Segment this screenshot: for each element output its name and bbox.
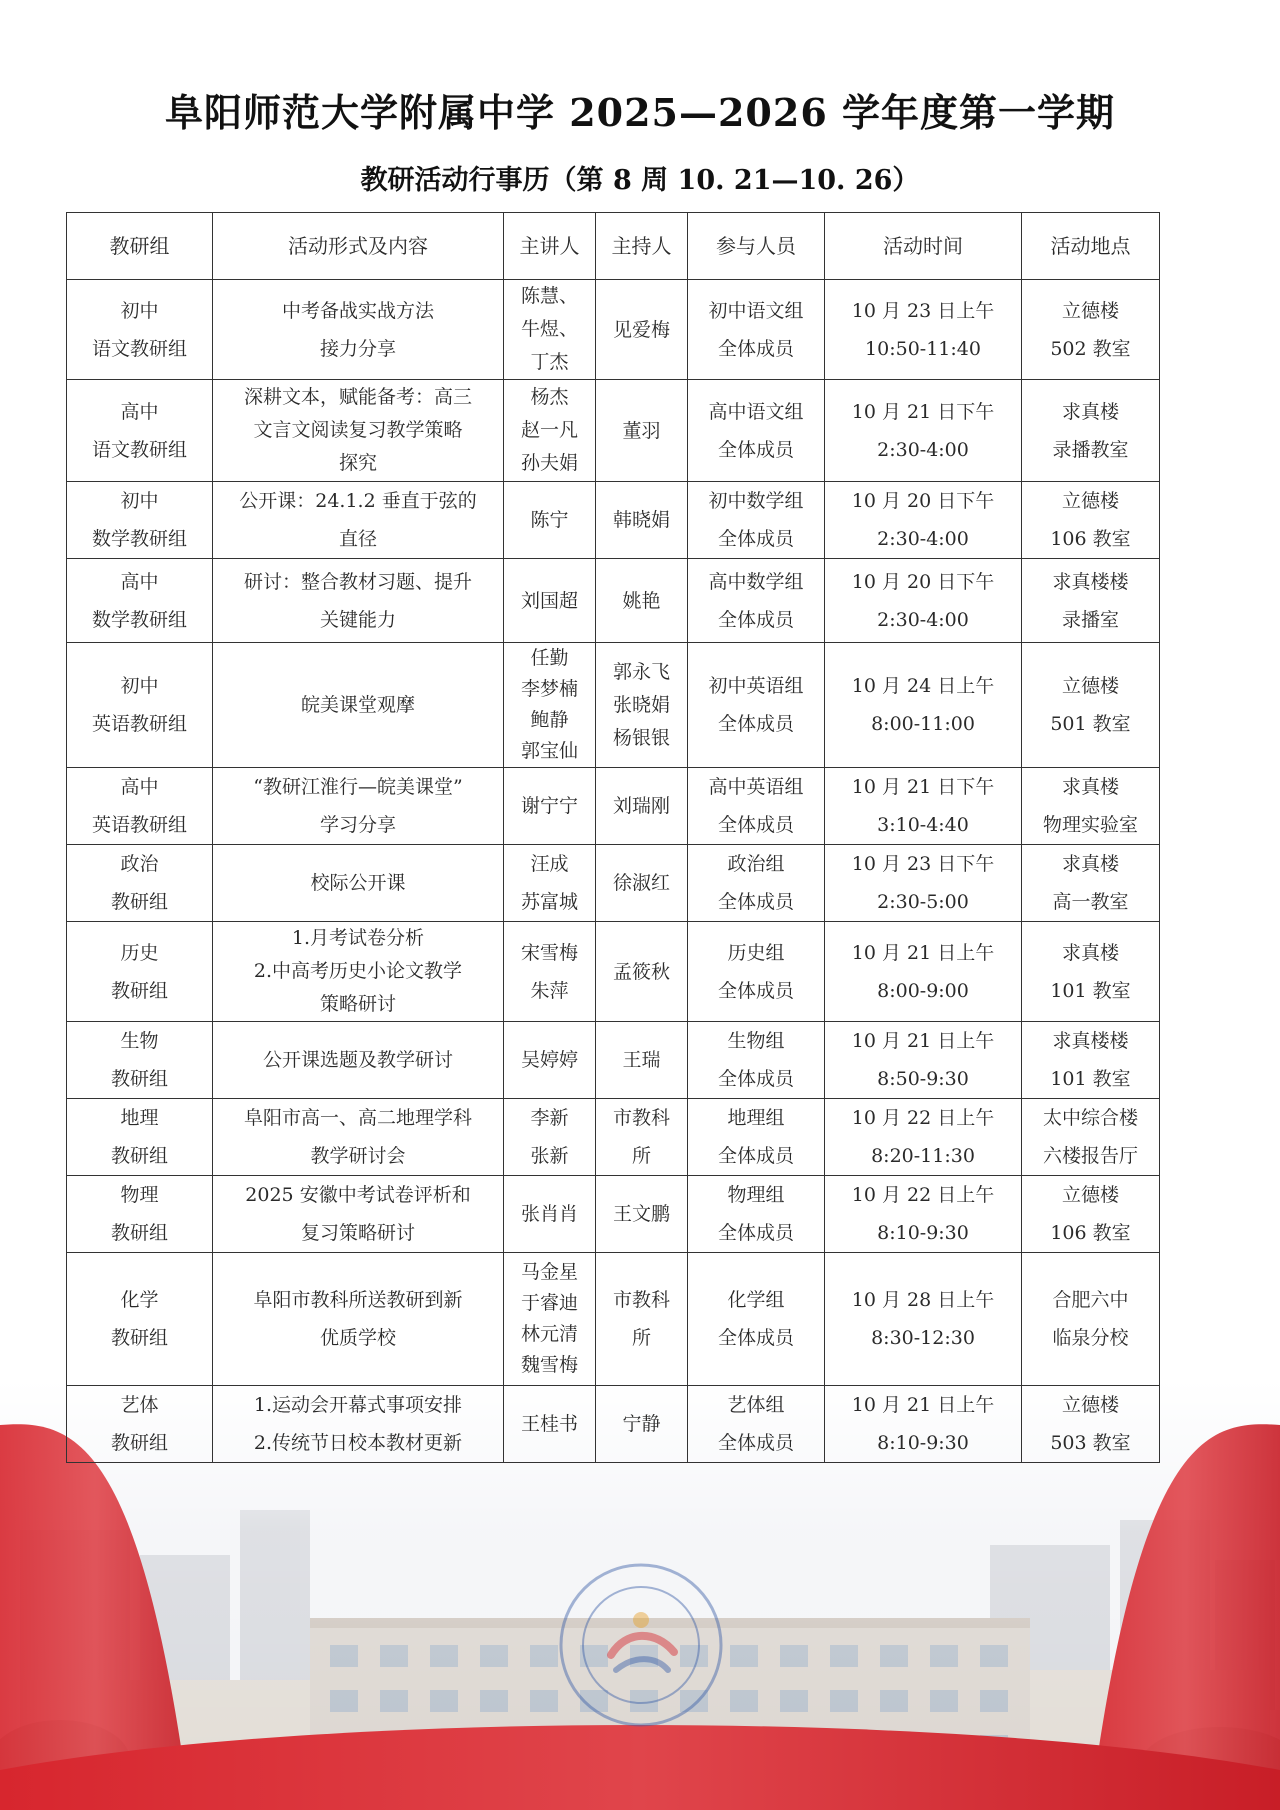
location-cell: 合肥六中 临泉分校 <box>1022 1253 1160 1386</box>
group-cell: 化学 教研组 <box>67 1253 213 1386</box>
header-host: 主持人 <box>596 213 688 280</box>
participants-cell: 艺体组 全体成员 <box>688 1386 825 1463</box>
table-row <box>67 559 1160 643</box>
group-cell: 初中 语文教研组 <box>67 280 213 380</box>
table-row <box>67 482 1160 559</box>
header-speaker: 主讲人 <box>504 213 596 280</box>
speaker-cell: 张肖肖 <box>504 1176 596 1253</box>
content-cell: 公开课：24.1.2 垂直于弦的 直径 <box>213 482 504 559</box>
host-cell: 韩晓娟 <box>596 482 688 559</box>
table-row <box>67 1253 1160 1386</box>
host-cell: 王瑞 <box>596 1022 688 1099</box>
table-row <box>67 1176 1160 1253</box>
table-row <box>67 380 1160 482</box>
table-row <box>67 643 1160 768</box>
time-cell: 10 月 21 日下午 3:10-4:40 <box>825 768 1022 845</box>
group-cell: 高中 英语教研组 <box>67 768 213 845</box>
table-row <box>67 1022 1160 1099</box>
location-cell: 立德楼 106 教室 <box>1022 1176 1160 1253</box>
page-subtitle: 教研活动行事历（第 8 周 10. 21—10. 26） <box>360 165 920 196</box>
participants-cell: 初中英语组 全体成员 <box>688 643 825 768</box>
table-header-row <box>67 213 1160 280</box>
speaker-cell: 陈慧、 牛煜、 丁杰 <box>504 280 596 380</box>
content-cell: 公开课选题及教学研讨 <box>213 1022 504 1099</box>
location-cell: 求真楼 物理实验室 <box>1022 768 1160 845</box>
participants-cell: 初中数学组 全体成员 <box>688 482 825 559</box>
time-cell: 10 月 20 日下午 2:30-4:00 <box>825 482 1022 559</box>
host-cell: 孟筱秋 <box>596 922 688 1022</box>
group-cell: 艺体 教研组 <box>67 1386 213 1463</box>
group-cell: 生物 教研组 <box>67 1022 213 1099</box>
participants-cell: 生物组 全体成员 <box>688 1022 825 1099</box>
host-cell: 见爱梅 <box>596 280 688 380</box>
content-cell: 2025 安徽中考试卷评析和 复习策略研讨 <box>213 1176 504 1253</box>
participants-cell: 化学组 全体成员 <box>688 1253 825 1386</box>
participants-cell: 初中语文组 全体成员 <box>688 280 825 380</box>
host-cell: 市教科 所 <box>596 1253 688 1386</box>
page-title: 阜阳师范大学附属中学 2025—2026 学年度第一学期 <box>165 90 1115 135</box>
content-cell: 1.运动会开幕式事项安排 2.传统节日校本教材更新 <box>213 1386 504 1463</box>
time-cell: 10 月 23 日上午 10:50-11:40 <box>825 280 1022 380</box>
group-cell: 政治 教研组 <box>67 845 213 922</box>
table-row <box>67 768 1160 845</box>
time-cell: 10 月 22 日上午 8:20-11:30 <box>825 1099 1022 1176</box>
participants-cell: 地理组 全体成员 <box>688 1099 825 1176</box>
content-cell: “教研江淮行—皖美课堂” 学习分享 <box>213 768 504 845</box>
speaker-cell: 吴婷婷 <box>504 1022 596 1099</box>
content-cell: 1.月考试卷分析 2.中高考历史小论文教学 策略研讨 <box>213 922 504 1022</box>
table-body <box>67 280 1160 1463</box>
speaker-cell: 李新 张新 <box>504 1099 596 1176</box>
participants-cell: 高中数学组 全体成员 <box>688 559 825 643</box>
host-cell: 刘瑞刚 <box>596 768 688 845</box>
content-cell: 阜阳市高一、高二地理学科 教学研讨会 <box>213 1099 504 1176</box>
participants-cell: 物理组 全体成员 <box>688 1176 825 1253</box>
host-cell: 郭永飞 张晓娟 杨银银 <box>596 643 688 768</box>
location-cell: 求真楼 录播教室 <box>1022 380 1160 482</box>
time-cell: 10 月 21 日上午 8:00-9:00 <box>825 922 1022 1022</box>
header-group: 教研组 <box>67 213 213 280</box>
group-cell: 高中 数学教研组 <box>67 559 213 643</box>
content-cell: 深耕文本，赋能备考：高三 文言文阅读复习教学策略 探究 <box>213 380 504 482</box>
location-cell: 立德楼 106 教室 <box>1022 482 1160 559</box>
header-location: 活动地点 <box>1022 213 1160 280</box>
content-cell: 阜阳市教科所送教研到新 优质学校 <box>213 1253 504 1386</box>
host-cell: 姚艳 <box>596 559 688 643</box>
speaker-cell: 任勤 李梦楠 鲍静 郭宝仙 <box>504 643 596 768</box>
participants-cell: 高中语文组 全体成员 <box>688 380 825 482</box>
time-cell: 10 月 22 日上午 8:10-9:30 <box>825 1176 1022 1253</box>
table-row <box>67 1099 1160 1176</box>
speaker-cell: 杨杰 赵一凡 孙夫娟 <box>504 380 596 482</box>
schedule-table <box>66 212 1160 1463</box>
group-cell: 地理 教研组 <box>67 1099 213 1176</box>
time-cell: 10 月 20 日下午 2:30-4:00 <box>825 559 1022 643</box>
group-cell: 物理 教研组 <box>67 1176 213 1253</box>
table-row <box>67 845 1160 922</box>
table-row <box>67 280 1160 380</box>
location-cell: 求真楼 101 教室 <box>1022 922 1160 1022</box>
location-cell: 求真楼 高一教室 <box>1022 845 1160 922</box>
speaker-cell: 刘国超 <box>504 559 596 643</box>
header-content: 活动形式及内容 <box>213 213 504 280</box>
participants-cell: 政治组 全体成员 <box>688 845 825 922</box>
speaker-cell: 王桂书 <box>504 1386 596 1463</box>
speaker-cell: 谢宁宁 <box>504 768 596 845</box>
time-cell: 10 月 21 日上午 8:10-9:30 <box>825 1386 1022 1463</box>
group-cell: 初中 数学教研组 <box>67 482 213 559</box>
school-logo-icon <box>556 1560 726 1730</box>
host-cell: 徐淑红 <box>596 845 688 922</box>
host-cell: 董羽 <box>596 380 688 482</box>
location-cell: 求真楼楼 录播室 <box>1022 559 1160 643</box>
time-cell: 10 月 23 日下午 2:30-5:00 <box>825 845 1022 922</box>
group-cell: 初中 英语教研组 <box>67 643 213 768</box>
header-time: 活动时间 <box>825 213 1022 280</box>
speaker-cell: 陈宁 <box>504 482 596 559</box>
location-cell: 太中综合楼 六楼报告厅 <box>1022 1099 1160 1176</box>
content-cell: 研讨：整合教材习题、提升 关键能力 <box>213 559 504 643</box>
host-cell: 市教科 所 <box>596 1099 688 1176</box>
host-cell: 王文鹏 <box>596 1176 688 1253</box>
participants-cell: 高中英语组 全体成员 <box>688 768 825 845</box>
time-cell: 10 月 24 日上午 8:00-11:00 <box>825 643 1022 768</box>
header-participants: 参与人员 <box>688 213 825 280</box>
speaker-cell: 马金星 于睿迪 林元清 魏雪梅 <box>504 1253 596 1386</box>
group-cell: 历史 教研组 <box>67 922 213 1022</box>
table-row <box>67 1386 1160 1463</box>
location-cell: 立德楼 501 教室 <box>1022 643 1160 768</box>
host-cell: 宁静 <box>596 1386 688 1463</box>
group-cell: 高中 语文教研组 <box>67 380 213 482</box>
speaker-cell: 汪成 苏富城 <box>504 845 596 922</box>
content-cell: 中考备战实战方法 接力分享 <box>213 280 504 380</box>
location-cell: 求真楼楼 101 教室 <box>1022 1022 1160 1099</box>
location-cell: 立德楼 502 教室 <box>1022 280 1160 380</box>
location-cell: 立德楼 503 教室 <box>1022 1386 1160 1463</box>
time-cell: 10 月 21 日下午 2:30-4:00 <box>825 380 1022 482</box>
speaker-cell: 宋雪梅 朱萍 <box>504 922 596 1022</box>
content-cell: 皖美课堂观摩 <box>213 643 504 768</box>
participants-cell: 历史组 全体成员 <box>688 922 825 1022</box>
table-row <box>67 922 1160 1022</box>
time-cell: 10 月 21 日上午 8:50-9:30 <box>825 1022 1022 1099</box>
time-cell: 10 月 28 日上午 8:30-12:30 <box>825 1253 1022 1386</box>
content-cell: 校际公开课 <box>213 845 504 922</box>
